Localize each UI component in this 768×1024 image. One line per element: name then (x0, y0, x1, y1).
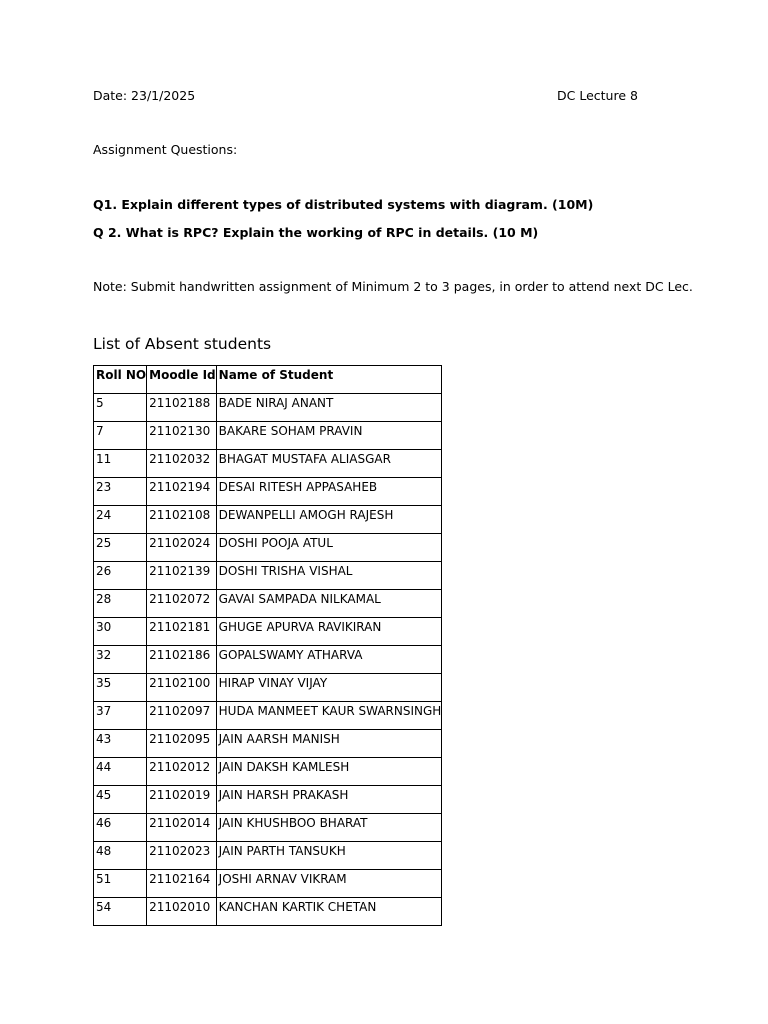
roll-no-cell: 25 (94, 534, 147, 562)
student-name-cell: DEWANPELLI AMOGH RAJESH (216, 506, 442, 534)
student-name-cell: JAIN DAKSH KAMLESH (216, 758, 442, 786)
student-name-cell: DOSHI POOJA ATUL (216, 534, 442, 562)
moodle-id-cell: 21102164 (147, 870, 217, 898)
table-row (94, 870, 442, 898)
student-name-cell: KANCHAN KARTIK CHETAN (216, 898, 442, 926)
moodle-id-cell: 21102194 (147, 478, 217, 506)
question-1: Q1. Explain different types of distributed systems with diagram. (10M) (93, 197, 594, 212)
student-name-cell: DESAI RITESH APPASAHEB (216, 478, 442, 506)
moodle-id-cell: 21102181 (147, 618, 217, 646)
moodle-id-cell: 21102139 (147, 562, 217, 590)
moodle-id-cell: 21102186 (147, 646, 217, 674)
table-row (94, 758, 442, 786)
student-name-cell: JAIN PARTH TANSUKH (216, 842, 442, 870)
assignment-heading: Assignment Questions: (93, 142, 238, 157)
student-name-cell: DOSHI TRISHA VISHAL (216, 562, 442, 590)
absent-students-body (94, 394, 442, 926)
roll-no-cell: 26 (94, 562, 147, 590)
moodle-id-cell: 21102188 (147, 394, 217, 422)
table-row (94, 450, 442, 478)
submission-note: Note: Submit handwritten assignment of Minimum 2 to 3 pages, in order to attend next DC Lec. (93, 279, 693, 294)
roll-no-cell: 23 (94, 478, 147, 506)
question-2: Q 2. What is RPC? Explain the working of RPC in details. (10 M) (93, 225, 539, 240)
roll-no-cell: 32 (94, 646, 147, 674)
table-row (94, 646, 442, 674)
roll-no-cell: 30 (94, 618, 147, 646)
table-row (94, 422, 442, 450)
table-header-row (94, 366, 442, 394)
table-row (94, 478, 442, 506)
table-row (94, 842, 442, 870)
student-name-cell: HIRAP VINAY VIJAY (216, 674, 442, 702)
table-row (94, 590, 442, 618)
roll-no-cell: 45 (94, 786, 147, 814)
moodle-id-cell: 21102010 (147, 898, 217, 926)
column-header-student-name: Name of Student (216, 366, 442, 394)
date-text: Date: 23/1/2025 (93, 88, 196, 103)
moodle-id-cell: 21102032 (147, 450, 217, 478)
moodle-id-cell: 21102023 (147, 842, 217, 870)
table-row (94, 394, 442, 422)
column-header-roll-no: Roll NO (94, 366, 147, 394)
moodle-id-cell: 21102012 (147, 758, 217, 786)
absent-students-table (93, 365, 442, 926)
student-name-cell: BHAGAT MUSTAFA ALIASGAR (216, 450, 442, 478)
student-name-cell: JAIN AARSH MANISH (216, 730, 442, 758)
moodle-id-cell: 21102108 (147, 506, 217, 534)
moodle-id-cell: 21102097 (147, 702, 217, 730)
student-name-cell: GHUGE APURVA RAVIKIRAN (216, 618, 442, 646)
roll-no-cell: 44 (94, 758, 147, 786)
column-header-moodle-id: Moodle Id (147, 366, 217, 394)
table-row (94, 786, 442, 814)
roll-no-cell: 37 (94, 702, 147, 730)
roll-no-cell: 48 (94, 842, 147, 870)
moodle-id-cell: 21102019 (147, 786, 217, 814)
roll-no-cell: 43 (94, 730, 147, 758)
roll-no-cell: 51 (94, 870, 147, 898)
roll-no-cell: 24 (94, 506, 147, 534)
student-name-cell: JOSHI ARNAV VIKRAM (216, 870, 442, 898)
lecture-label: DC Lecture 8 (557, 88, 638, 103)
roll-no-cell: 11 (94, 450, 147, 478)
roll-no-cell: 5 (94, 394, 147, 422)
table-row (94, 618, 442, 646)
student-name-cell: BAKARE SOHAM PRAVIN (216, 422, 442, 450)
student-name-cell: JAIN HARSH PRAKASH (216, 786, 442, 814)
moodle-id-cell: 21102014 (147, 814, 217, 842)
student-name-cell: JAIN KHUSHBOO BHARAT (216, 814, 442, 842)
table-row (94, 534, 442, 562)
roll-no-cell: 35 (94, 674, 147, 702)
roll-no-cell: 7 (94, 422, 147, 450)
table-row (94, 898, 442, 926)
table-row (94, 506, 442, 534)
student-name-cell: HUDA MANMEET KAUR SWARNSINGH (216, 702, 442, 730)
moodle-id-cell: 21102072 (147, 590, 217, 618)
table-row (94, 562, 442, 590)
moodle-id-cell: 21102024 (147, 534, 217, 562)
table-row (94, 814, 442, 842)
moodle-id-cell: 21102100 (147, 674, 217, 702)
student-name-cell: GAVAI SAMPADA NILKAMAL (216, 590, 442, 618)
absent-list-title: List of Absent students (93, 335, 272, 353)
table-row (94, 674, 442, 702)
table-row (94, 730, 442, 758)
roll-no-cell: 54 (94, 898, 147, 926)
roll-no-cell: 46 (94, 814, 147, 842)
table-row (94, 702, 442, 730)
student-name-cell: BADE NIRAJ ANANT (216, 394, 442, 422)
roll-no-cell: 28 (94, 590, 147, 618)
moodle-id-cell: 21102095 (147, 730, 217, 758)
moodle-id-cell: 21102130 (147, 422, 217, 450)
student-name-cell: GOPALSWAMY ATHARVA (216, 646, 442, 674)
